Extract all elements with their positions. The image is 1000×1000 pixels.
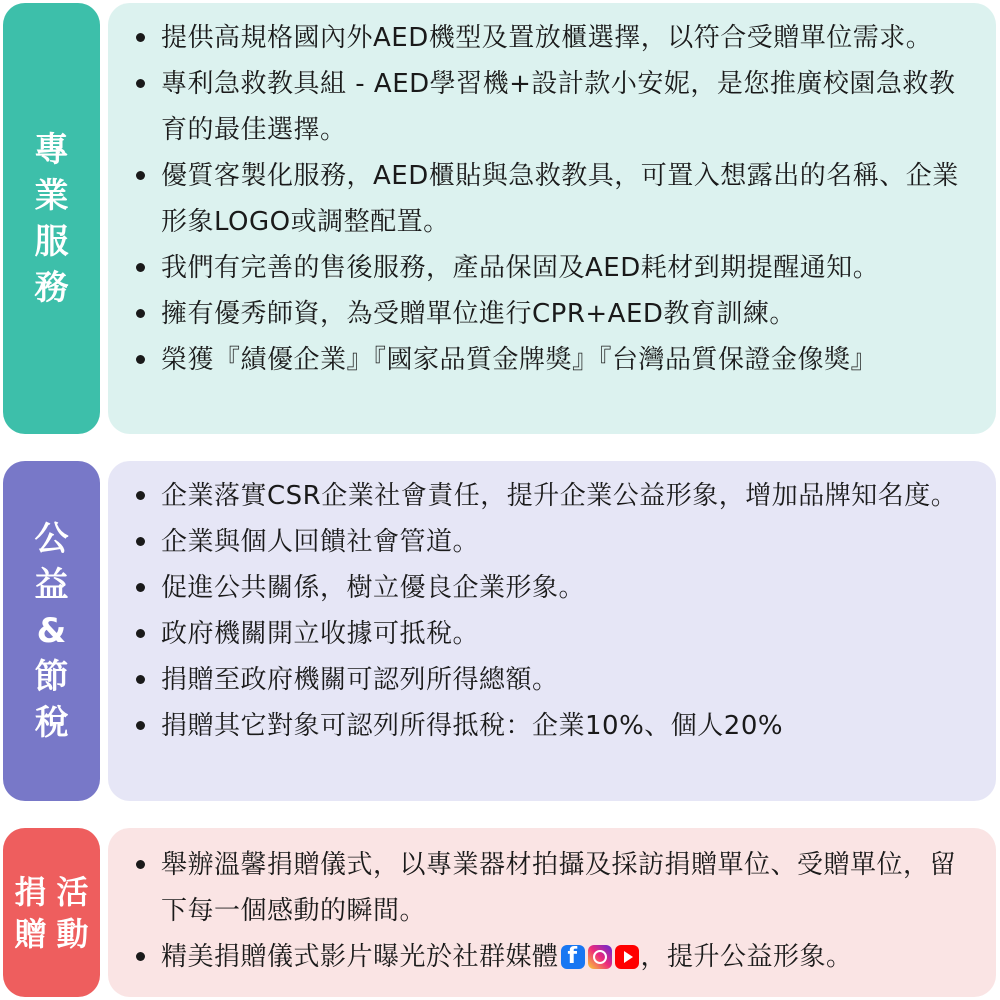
bullet-dot [136,537,145,546]
bullet-dot [136,860,145,869]
list-item [108,473,996,519]
list-item [108,15,996,61]
section-label-char: 動 [56,914,89,953]
bullet-dot [136,309,145,318]
list-item [108,934,996,980]
list-item-text: 榮獲『績優企業』『國家品質金牌獎』『台灣品質保證金像獎』 [161,345,878,375]
list-item [108,245,996,291]
list-item [108,291,996,337]
list-item-text: 精美捐贈儀式影片曝光於社群媒體 [161,942,559,972]
bullet-dot [136,629,145,638]
section-panel-donation-event [108,828,996,997]
list-item-text: 專利急救教具組 - AED學習機+設計款小安妮，是您推廣校園急救教育的最佳選擇。 [161,69,956,145]
section-label-donation-event [3,828,100,997]
list-item [108,611,996,657]
section-label-char: 服 [34,221,69,262]
section-label-charity-tax [3,461,100,801]
bullet-dot [136,33,145,42]
section-label-char: 專 [34,129,69,170]
list-item [108,703,996,749]
list-item [108,153,996,245]
section-label-grid [11,871,93,955]
social-icons [561,945,639,969]
instagram-icon[interactable] [588,945,612,969]
section-panel-professional-service [108,3,996,434]
bullet-dot [136,583,145,592]
list-item [108,565,996,611]
list-item-text: 我們有完善的售後服務，產品保固及AED耗材到期提醒通知。 [161,253,880,283]
bullet-list [108,473,996,749]
list-item [108,519,996,565]
list-item [108,337,996,383]
section-label-char: 贈 [14,914,47,953]
bullet-dot [136,675,145,684]
list-item-text: 捐贈其它對象可認列所得抵稅：企業10%、個人20% [161,711,784,741]
section-label-char: 務 [34,267,69,308]
bullet-dot [136,263,145,272]
section-label-char: 稅 [34,703,69,743]
bullet-dot [136,355,145,364]
bullet-dot [136,721,145,730]
list-item-text: 提供高規格國內外AED機型及置放櫃選擇，以符合受贈單位需求。 [161,23,933,53]
list-item [108,842,996,934]
section-panel-charity-tax [108,461,996,801]
list-item-text: 企業落實CSR企業社會責任，提升企業公益形象，增加品牌知名度。 [161,481,958,511]
list-item-text: 促進公共關係，樹立優良企業形象。 [161,573,586,603]
list-item-text: 企業與個人回饋社會管道。 [161,527,480,557]
section-label-char: 節 [34,657,69,697]
list-item-text: 舉辦溫馨捐贈儀式，以專業器材拍攝及採訪捐贈單位、受贈單位，留下每一個感動的瞬間。 [161,850,957,926]
section-label-professional-service [3,3,100,434]
section-label-char: 公 [34,519,69,559]
youtube-icon[interactable] [615,945,639,969]
facebook-icon[interactable] [561,945,585,969]
list-item [108,657,996,703]
list-item [108,61,996,153]
list-item-text: ，提升公益形象。 [640,942,853,972]
bullet-list [108,15,996,383]
section-label-char: 捐 [14,872,47,911]
section-label-char: 益 [34,565,69,605]
section-label-char: 活 [56,872,89,911]
bullet-dot [136,491,145,500]
section-label-char: & [36,611,67,651]
list-item-text: 優質客製化服務，AED櫃貼與急救教具，可置入想露出的名稱、企業形象LOGO或調整配置。 [161,161,959,237]
bullet-list [108,842,996,980]
list-item-text: 捐贈至政府機關可認列所得總額。 [161,665,559,695]
bullet-dot [136,952,145,961]
section-label-char: 業 [34,175,69,216]
bullet-dot [136,171,145,180]
list-item-text: 政府機關開立收據可抵稅。 [161,619,480,649]
list-item-text: 擁有優秀師資，為受贈單位進行CPR+AED教育訓練。 [161,299,796,329]
bullet-dot [136,79,145,88]
